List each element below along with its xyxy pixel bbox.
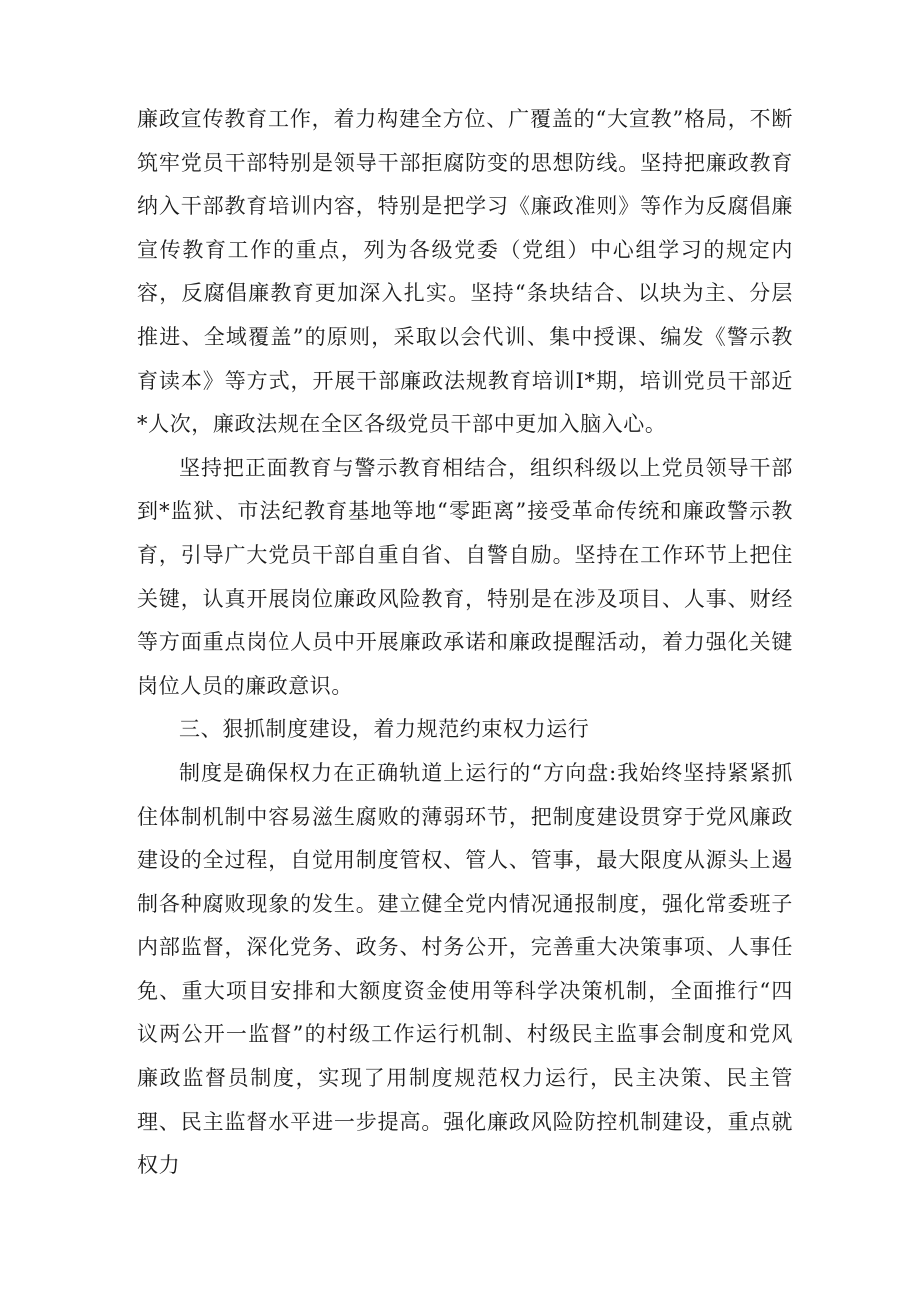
paragraph-warning-education: 坚持把正面教育与警示教育相结合，组织科级以上党员领导干部到*监狱、市法纪教育基地等地“零距离”接受革命传统和廉政警示教育，引导广大党员干部自重自省、自警自励。坚持在工作环节上把住关键，认真开展岗位廉政风险教育，特别是在涉及项目、人事、财经等方面重点岗位人员中开展廉政承诺和廉政提醒活动，着力强化关键岗位人员的廉政意识。 (137, 455, 793, 698)
document-body (137, 98, 793, 1188)
paragraph-system-building: 制度是确保权力在正确轨道上运行的“方向盘:我始终坚持紧紧抓住体制机制中容易滋生腐败的薄弱环节，把制度建设贯穿于党风廉政建设的全过程，自觉用制度管权、管人、管事，最大限度从源头上遏制各种腐败现象的发生。建立健全党内情况通报制度，强化常委班子内部监督，深化党务、政务、村务公开，完善重大决策事项、人事任免、重大项目安排和大额度资金使用等科学决策机制，全面推行“四议两公开一监督”的村级工作运行机制、村级民主监事会制度和党风廉政监督员制度，实现了用制度规范权力运行，民主决策、民主管理、民主监督水平进一步提高。强化廉政风险防控机制建设，重点就权力 (137, 760, 793, 1178)
paragraph-continuation: 廉政宣传教育工作，着力构建全方位、广覆盖的“大宣教”格局，不断筑牢党员干部特别是领导干部拒腐防变的思想防线。坚持把廉政教育纳入干部教育培训内容，特别是把学习《廉政准则》等作为反腐倡廉宣传教育工作的重点，列为各级党委（党组）中心组学习的规定内容，反腐倡廉教育更加深入扎实。坚持“条块结合、以块为主、分层推进、全域覆盖”的原则，采取以会代训、集中授课、编发《警示教育读本》等方式，开展干部廉政法规教育培训I*期，培训党员干部近*人次，廉政法规在全区各级党员干部中更加入脑入心。 (137, 107, 793, 437)
section-heading: 三、狠抓制度建设，着力规范约束权力运行 (179, 717, 590, 742)
